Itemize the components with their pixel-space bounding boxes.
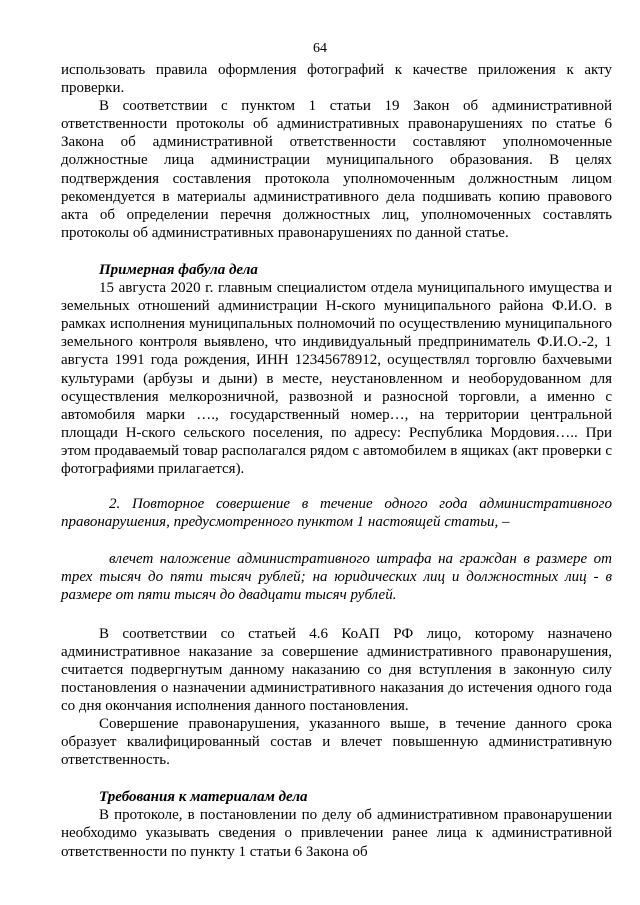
paragraph-protocol-requirements: В протоколе, в постановлении по делу об административном правонарушении необходимо указывать сведения о привлечении ранее лица к административной ответственности по пункту 1 статьи 6 Закона об	[61, 807, 612, 860]
paragraph-article-19: В соответствии с пунктом 1 статьи 19 Закон об административной ответственности протоколы об административных правонарушениях по статье 6 Закона об административной ответственности составляют уполномоченные должностные лица администрации муниципального образования. В целях подтверждения составления протокола уполномоченным должностным лицом рекомендуется в материалы административного дела подшивать копию правового акта об определении перечня должностных лиц, уполномоченных составлять протоколы об административных правонарушениях по данной статье.	[61, 98, 612, 241]
page-content	[61, 61, 612, 861]
paragraph-case-story: 15 августа 2020 г. главным специалистом отдела муниципального имущества и земельных отношений администрации Н-ского муниципального района Ф.И.О. в рамках исполнения муниципальных полномочий по осуществлению муниципального земельного контроля выявлено, что индивидуальный предприниматель Ф.И.О.-2, 1 августа 1991 года рождения, ИНН 12345678912, осуществлял торговлю бахчевыми культурами (арбузы и дыни) в месте, неустановленном и необорудованном для осуществления мелкорозничной, развозной и разносной торговли, а именно с автомобиля марки …., государственный номер…, на территории центральной площади Н-ского сельского поселения, по адресу: Республика Мордовия….. При этом продаваемый товар располагался рядом с автомобилем в ящиках (акт проверки с фотографиями прилагается).	[61, 280, 612, 477]
paragraph-qualified-offense: Совершение правонарушения, указанного выше, в течение данного срока образует квалифицированный состав и влечет повышенную административную ответственность.	[61, 716, 612, 769]
law-quote-penalty: влечет наложение административного штрафа на граждан в размере от трех тысяч до пяти тысяч рублей; на юридических лиц и должностных лиц - в размере от пяти тысяч до двадцати тысяч рублей.	[61, 551, 612, 604]
page-number: 64	[313, 41, 327, 56]
heading-case-requirements: Требования к материалам дела	[99, 789, 308, 806]
heading-case-example: Примерная фабула дела	[99, 261, 258, 278]
paragraph-article-4-6: В соответствии со статьей 4.6 КоАП РФ лицо, которому назначено административное наказание за совершение административного правонарушения, считается подвергнутым данному наказанию со дня вступления в законную силу постановления о назначении административного наказания до истечения одного года со дня окончания исполнения данного постановления.	[61, 625, 612, 714]
paragraph-photo-rules: использовать правила оформления фотографий к качестве приложения к акту проверки.	[61, 62, 612, 97]
law-quote-part-2: 2. Повторное совершение в течение одного года административного правонарушения, предусмотренного пунктом 1 настоящей статьи, –	[61, 496, 612, 531]
